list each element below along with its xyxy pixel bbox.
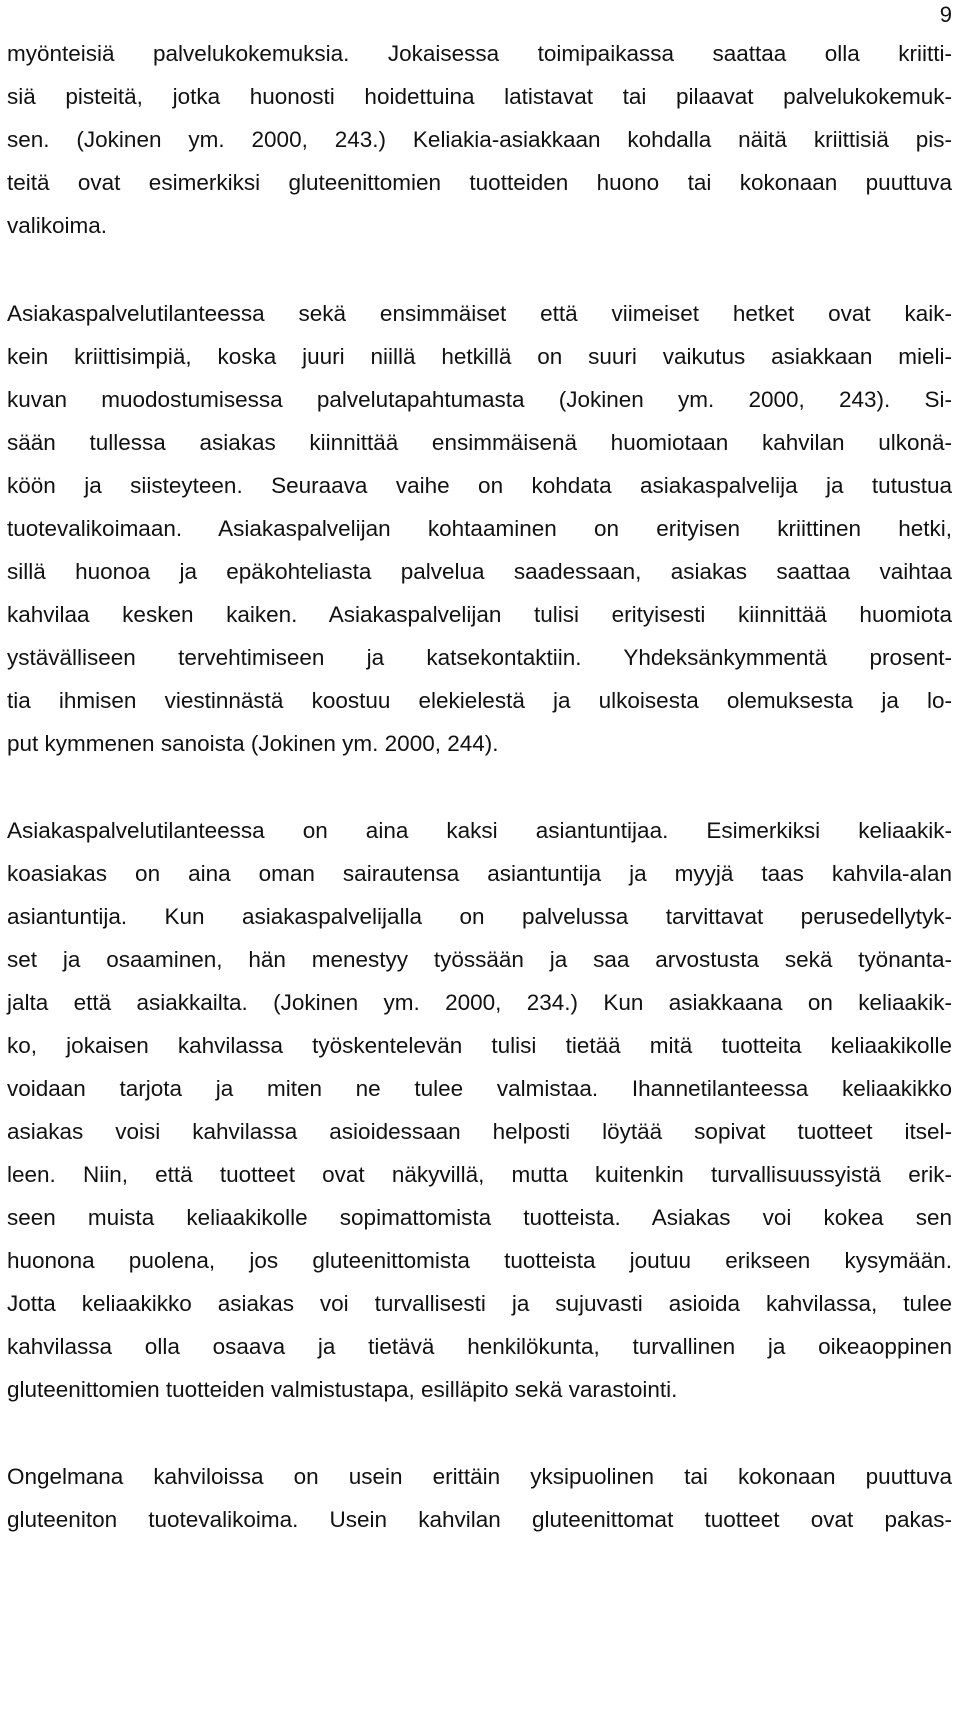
text-line: sään tullessa asiakas kiinnittää ensimmäisenä huomiotaan kahvilan ulkonä- bbox=[7, 430, 952, 455]
text-line: put kymmenen sanoista (Jokinen ym. 2000, 244). bbox=[7, 731, 499, 756]
text-line: Asiakaspalvelutilanteessa on aina kaksi asiantuntijaa. Esimerkiksi keliaakik- bbox=[7, 818, 952, 843]
text-line: teitä ovat esimerkiksi gluteenittomien tuotteiden huono tai kokonaan puuttuva bbox=[7, 170, 952, 195]
text-line: gluteeniton tuotevalikoima. Usein kahvilan gluteenittomat tuotteet ovat pakas- bbox=[7, 1507, 952, 1532]
text-line: kahvilassa olla osaava ja tietävä henkilökunta, turvallinen ja oikeaoppinen bbox=[7, 1334, 952, 1359]
text-line: kuvan muodostumisessa palvelutapahtumasta (Jokinen ym. 2000, 243). Si- bbox=[7, 387, 952, 412]
text-line: siä pisteitä, jotka huonosti hoidettuina latistavat tai pilaavat palvelukokemuk- bbox=[7, 84, 952, 109]
text-line: gluteenittomien tuotteiden valmistustapa, esilläpito sekä varastointi. bbox=[7, 1377, 678, 1402]
text-line: Ongelmana kahviloissa on usein erittäin yksipuolinen tai kokonaan puuttuva bbox=[7, 1464, 952, 1489]
text-line: myönteisiä palvelukokemuksia. Jokaisessa toimipaikassa saattaa olla kriitti- bbox=[7, 41, 952, 66]
text-line: koasiakas on aina oman sairautensa asiantuntija ja myyjä taas kahvila-alan bbox=[7, 861, 952, 886]
text-line: köön ja siisteyteen. Seuraava vaihe on kohdata asiakaspalvelija ja tutustua bbox=[7, 473, 952, 498]
text-line: leen. Niin, että tuotteet ovat näkyvillä, mutta kuitenkin turvallisuussyistä erik- bbox=[7, 1162, 952, 1187]
text-line: ko, jokaisen kahvilassa työskentelevän tulisi tietää mitä tuotteita keliaakikolle bbox=[7, 1033, 952, 1058]
text-line: seen muista keliaakikolle sopimattomista tuotteista. Asiakas voi kokea sen bbox=[7, 1205, 952, 1230]
text-line: sillä huonoa ja epäkohteliasta palvelua saadessaan, asiakas saattaa vaihtaa bbox=[7, 559, 952, 584]
text-line: sen. (Jokinen ym. 2000, 243.) Keliakia-asiakkaan kohdalla näitä kriittisiä pis- bbox=[7, 127, 952, 152]
text-line: huonona puolena, jos gluteenittomista tuotteista joutuu erikseen kysymään. bbox=[7, 1248, 952, 1273]
page-number: 9 bbox=[939, 2, 952, 27]
text-line: kahvilaa kesken kaiken. Asiakaspalvelijan tulisi erityisesti kiinnittää huomiota bbox=[7, 602, 952, 627]
text-line: kein kriittisimpiä, koska juuri niillä hetkillä on suuri vaikutus asiakkaan mieli- bbox=[7, 344, 952, 369]
text-line: Asiakaspalvelutilanteessa sekä ensimmäiset että viimeiset hetket ovat kaik- bbox=[7, 301, 952, 326]
text-line: ystävälliseen tervehtimiseen ja katsekontaktiin. Yhdeksänkymmentä prosent- bbox=[7, 645, 952, 670]
text-line: Jotta keliaakikko asiakas voi turvallisesti ja sujuvasti asioida kahvilassa, tulee bbox=[7, 1291, 952, 1316]
text-line: set ja osaaminen, hän menestyy työssään ja saa arvostusta sekä työnanta- bbox=[7, 947, 952, 972]
text-line: jalta että asiakkailta. (Jokinen ym. 2000, 234.) Kun asiakkaana on keliaakik- bbox=[7, 990, 952, 1015]
text-line: valikoima. bbox=[7, 213, 108, 238]
text-line: asiantuntija. Kun asiakaspalvelijalla on palvelussa tarvittavat perusedellytyk- bbox=[7, 904, 952, 929]
text-line: tuotevalikoimaan. Asiakaspalvelijan kohtaaminen on erityisen kriittinen hetki, bbox=[7, 516, 952, 541]
text-line: asiakas voisi kahvilassa asioidessaan helposti löytää sopivat tuotteet itsel- bbox=[7, 1119, 952, 1144]
text-line: voidaan tarjota ja miten ne tulee valmistaa. Ihannetilanteessa keliaakikko bbox=[7, 1076, 952, 1101]
text-line: tia ihmisen viestinnästä koostuu elekielestä ja ulkoisesta olemuksesta ja lo- bbox=[7, 688, 952, 713]
